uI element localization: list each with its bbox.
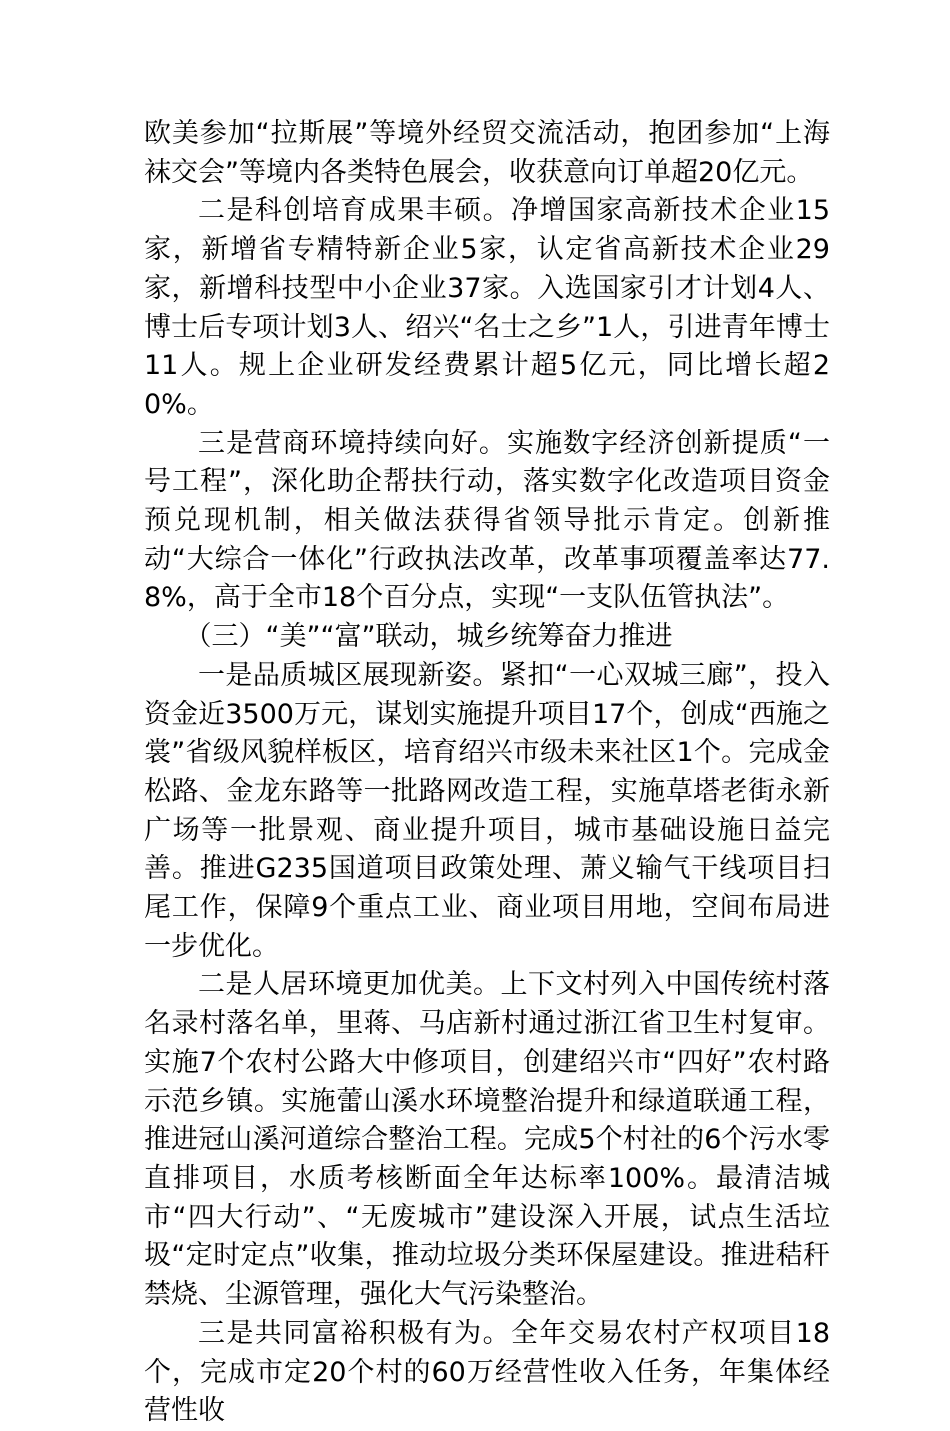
paragraph-continuation: 欧美参加“拉斯展”等境外经贸交流活动，抱团参加“上海袜交会”等境内各类特色展会，收获意向订单超20亿元。: [144, 118, 830, 188]
paragraph-common-prosperity: 三是共同富裕积极有为。全年交易农村产权项目18个，完成市定20个村的60万经营性收入任务，年集体经营性收: [144, 1317, 830, 1427]
paragraph-urban-quality: 一是品质城区展现新姿。紧扣“一心双城三廊”，投入资金近3500万元，谋划实施提升项目17个，创成“西施之裳”省级风貌样板区，培育绍兴市级未来社区1个。完成金松路、金龙东路等一批路网改造工程，实施草塔老街永新广场等一批景观、商业提升项目，城市基础设施日益完善。推进G235国道项目政策处理、萧义输气干线项目扫尾工作，保障9个重点工业、商业项目用地，空间布局进一步优化。: [144, 659, 830, 962]
paragraph-living-environment: 二是人居环境更加优美。上下文村列入中国传统村落名录村落名单，里蒋、马店新村通过浙江省卫生村复审。实施7个农村公路大中修项目，创建绍兴市“四好”农村路示范乡镇。实施蕾山溪水环境整治提升和绿道联通工程，推进冠山溪河道综合整治工程。完成5个村社的6个污水零直排项目，水质考核断面全年达标率100%。最清洁城市“四大行动”、“无废城市”建设深入开展，试点生活垃圾“定时定点”收集，推动垃圾分类环保屋建设。推进秸秆禁烧、尘源管理，强化大气污染整治。: [144, 969, 830, 1311]
paragraph-business-environment: 三是营商环境持续向好。实施数字经济创新提质“一号工程”，深化助企帮扶行动，落实数字化改造项目资金预兑现机制，相关做法获得省领导批示肯定。创新推动“大综合一体化”行政执法改革，改革事项覆盖率达77.8%，高于全市18个百分点，实现“一支队伍管执法”。: [144, 427, 830, 614]
section-heading: （三）“美”“富”联动，城乡统筹奋力推进: [184, 621, 673, 653]
document-body: [144, 115, 830, 1431]
paragraph-tech-innovation: 二是科创培育成果丰硕。净增国家高新技术企业15家，新增省专精特新企业5家，认定省高新技术企业29家，新增科技型中小企业37家。入选国家引才计划4人、博士后专项计划3人、绍兴“名士之乡”1人，引进青年博士11人。规上企业研发经费累计超5亿元，同比增长超20%。: [144, 195, 830, 420]
